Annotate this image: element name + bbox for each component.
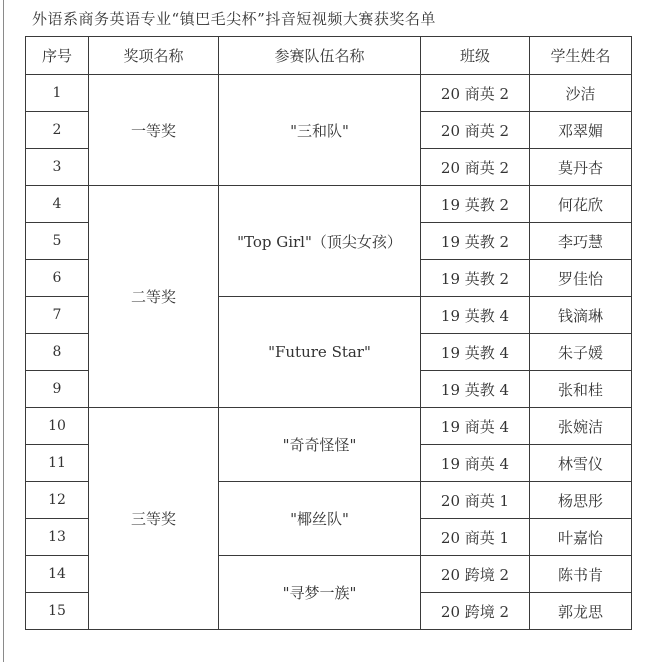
- student-cell: 钱滴琳: [530, 297, 632, 334]
- document-title: 外语系商务英语专业“镇巴毛尖杯”抖音短视频大赛获奖名单: [32, 10, 436, 28]
- table-row: [26, 75, 632, 112]
- row-number: 12: [26, 482, 89, 519]
- table-row: [26, 186, 632, 223]
- row-number: 7: [26, 297, 89, 334]
- class-cell: 19 英教 2: [421, 223, 530, 260]
- class-cell: 19 商英 4: [421, 408, 530, 445]
- class-cell: 20 商英 1: [421, 519, 530, 556]
- class-cell: 19 英教 2: [421, 260, 530, 297]
- class-cell: 20 跨境 2: [421, 556, 530, 593]
- class-cell: 19 英教 4: [421, 371, 530, 408]
- awards-table: [25, 36, 632, 630]
- header-cell-team: 参赛队伍名称: [219, 37, 421, 75]
- header-cell-number: 序号: [26, 37, 89, 75]
- row-number: 8: [26, 334, 89, 371]
- student-cell: 张婉洁: [530, 408, 632, 445]
- row-number: 2: [26, 112, 89, 149]
- row-number: 5: [26, 223, 89, 260]
- award-cell-second: 二等奖: [89, 186, 219, 408]
- student-cell: 罗佳怡: [530, 260, 632, 297]
- page-left-border: [3, 0, 4, 662]
- class-cell: 20 商英 2: [421, 149, 530, 186]
- team-cell: "Future Star": [219, 297, 421, 408]
- header-row: [26, 37, 632, 75]
- row-number: 13: [26, 519, 89, 556]
- student-cell: 郭龙思: [530, 593, 632, 630]
- student-cell: 杨思彤: [530, 482, 632, 519]
- class-cell: 19 英教 4: [421, 297, 530, 334]
- row-number: 1: [26, 75, 89, 112]
- header-cell-class: 班级: [421, 37, 530, 75]
- team-cell: "Top Girl"（顶尖女孩）: [219, 186, 421, 297]
- class-cell: 20 商英 1: [421, 482, 530, 519]
- class-cell: 20 商英 2: [421, 75, 530, 112]
- row-number: 9: [26, 371, 89, 408]
- row-number: 10: [26, 408, 89, 445]
- student-cell: 莫丹杏: [530, 149, 632, 186]
- student-cell: 何花欣: [530, 186, 632, 223]
- row-number: 15: [26, 593, 89, 630]
- table-row: [26, 408, 632, 445]
- class-cell: 19 英教 2: [421, 186, 530, 223]
- student-cell: 沙洁: [530, 75, 632, 112]
- class-cell: 20 跨境 2: [421, 593, 530, 630]
- student-cell: 张和桂: [530, 371, 632, 408]
- class-cell: 20 商英 2: [421, 112, 530, 149]
- team-cell: "三和队": [219, 75, 421, 186]
- row-number: 4: [26, 186, 89, 223]
- row-number: 6: [26, 260, 89, 297]
- row-number: 11: [26, 445, 89, 482]
- student-cell: 叶嘉怡: [530, 519, 632, 556]
- header-cell-award: 奖项名称: [89, 37, 219, 75]
- student-cell: 邓翠媚: [530, 112, 632, 149]
- row-number: 14: [26, 556, 89, 593]
- student-cell: 李巧慧: [530, 223, 632, 260]
- student-cell: 朱子媛: [530, 334, 632, 371]
- award-cell-third: 三等奖: [89, 408, 219, 630]
- award-cell-first: 一等奖: [89, 75, 219, 186]
- class-cell: 19 商英 4: [421, 445, 530, 482]
- header-cell-student: 学生姓名: [530, 37, 632, 75]
- student-cell: 陈书肯: [530, 556, 632, 593]
- team-cell: "椰丝队": [219, 482, 421, 556]
- team-cell: "奇奇怪怪": [219, 408, 421, 482]
- class-cell: 19 英教 4: [421, 334, 530, 371]
- team-cell: "寻梦一族": [219, 556, 421, 630]
- student-cell: 林雪仪: [530, 445, 632, 482]
- row-number: 3: [26, 149, 89, 186]
